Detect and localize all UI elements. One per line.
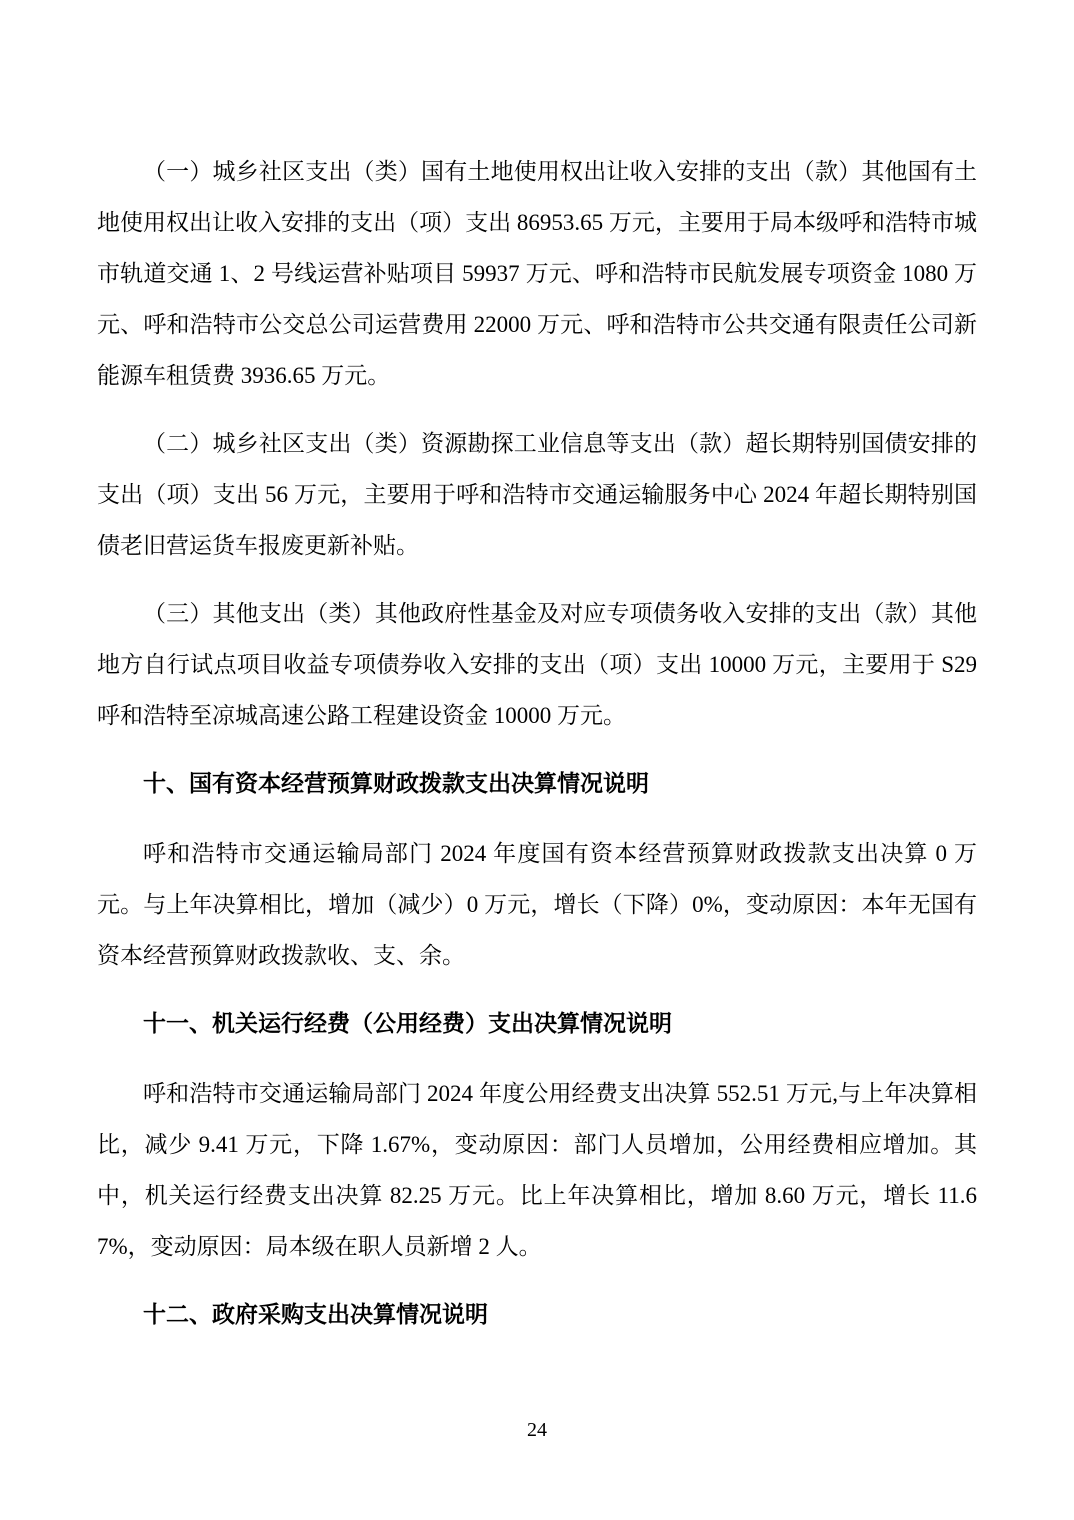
paragraph-other-expenditure: （三）其他支出（类）其他政府性基金及对应专项债务收入安排的支出（款）其他地方自行试点项目收益专项债券收入安排的支出（项）支出 10000 万元，主要用于 S29 呼和浩特至凉城高速公路工程建设资金 10000 万元。 [97,601,977,728]
paragraph-operating-expenses-detail: 呼和浩特市交通运输局部门 2024 年度公用经费支出决算 552.51 万元,与上年决算相比，减少 9.41 万元，下降 1.67%，变动原因：部门人员增加，公用经费相应增加。其中，机关运行经费支出决算 82.25 万元。比上年决算相比，增加 8.60 万元，增长 11.67%，变动原因：局本级在职人员新增 2 人。 [97,1081,977,1259]
section-heading-11-operating-expenses: 十一、机关运行经费（公用经费）支出决算情况说明 [143,1010,672,1036]
document-content [97,146,977,1359]
paragraph-state-capital-budget-detail: 呼和浩特市交通运输局部门 2024 年度国有资本经营预算财政拨款支出决算 0 万元。与上年决算相比，增加（减少）0 万元，增长（下降）0%，变动原因：本年无国有资本经营预算财政拨款收、支、余。 [97,841,977,968]
section-heading-12-government-procurement: 十二、政府采购支出决算情况说明 [143,1301,488,1327]
section-heading-10-state-capital-budget: 十、国有资本经营预算财政拨款支出决算情况说明 [143,770,649,796]
page-number: 24 [527,1419,547,1441]
page-footer [0,1419,1074,1442]
paragraph-land-transfer-expenditure: （一）城乡社区支出（类）国有土地使用权出让收入安排的支出（款）其他国有土地使用权出让收入安排的支出（项）支出 86953.65 万元，主要用于局本级呼和浩特市城市轨道交通 1、2 号线运营补贴项目 59937 万元、呼和浩特市民航发展专项资金 1080 万元、呼和浩特市公交总公司运营费用 22000 万元、呼和浩特市公共交通有限责任公司新能源车租赁费 3936.65 万元。 [97,159,977,388]
paragraph-special-treasury-bond-expenditure: （二）城乡社区支出（类）资源勘探工业信息等支出（款）超长期特别国债安排的支出（项）支出 56 万元，主要用于呼和浩特市交通运输服务中心 2024 年超长期特别国债老旧营运货车报废更新补贴。 [97,431,978,558]
